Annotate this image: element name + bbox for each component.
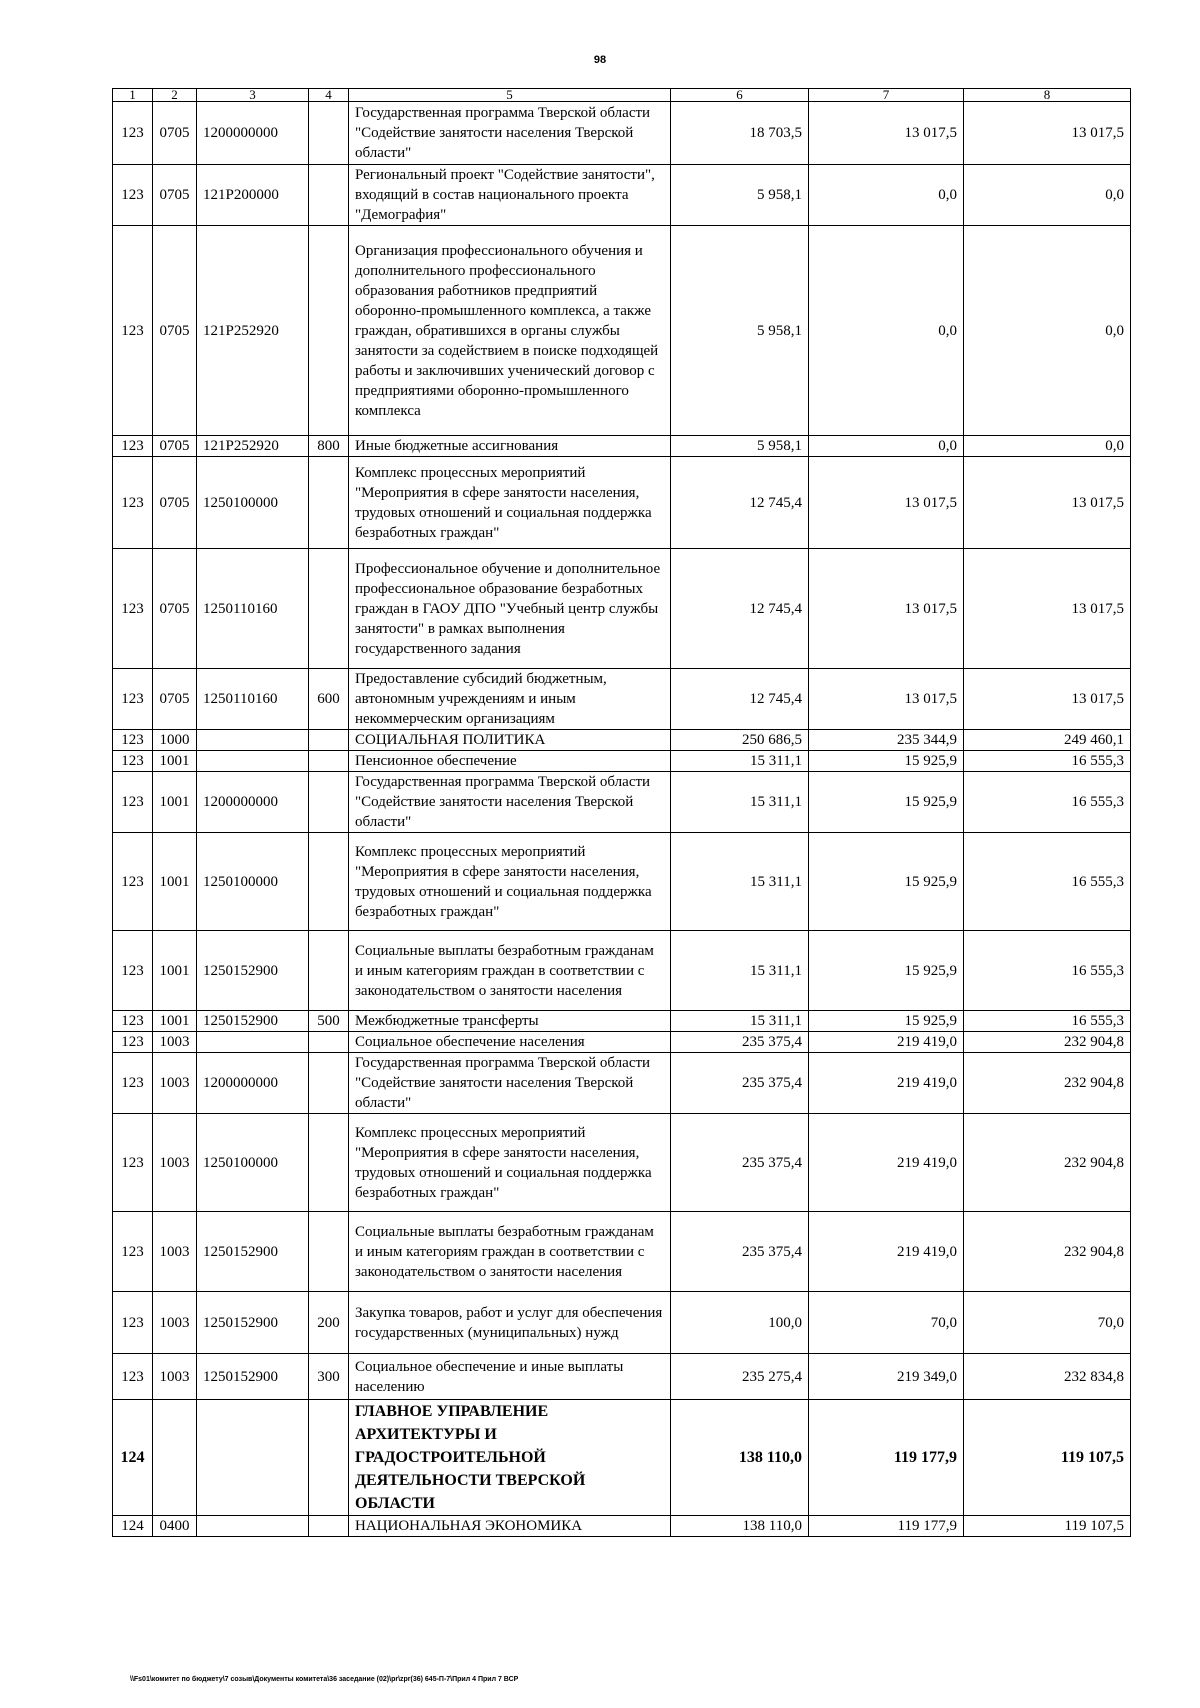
amount-col7-cell: 0,0 bbox=[809, 226, 964, 436]
amount-col8-cell: 0,0 bbox=[964, 436, 1131, 457]
org-code-cell: 123 bbox=[113, 931, 153, 1011]
target-article-cell: 1250152900 bbox=[197, 1354, 309, 1400]
column-number-header bbox=[113, 89, 1131, 102]
amount-col7-cell: 0,0 bbox=[809, 165, 964, 226]
amount-col8-cell: 13 017,5 bbox=[964, 549, 1131, 669]
expense-type-cell bbox=[309, 751, 349, 772]
amount-col6-cell: 5 958,1 bbox=[671, 165, 809, 226]
item-name-cell: Социальные выплаты безработным гражданам и иным категориям граждан в соответствии с законодательством о занятости населения bbox=[349, 1212, 671, 1292]
table-row bbox=[113, 102, 1131, 165]
table-row bbox=[113, 1354, 1131, 1400]
org-code-cell: 123 bbox=[113, 102, 153, 165]
item-name-cell: Комплекс процессных мероприятий "Мероприятия в сфере занятости населения, трудовых отношений и социальная поддержка безработных граждан" bbox=[349, 457, 671, 549]
target-article-cell: 1250152900 bbox=[197, 1011, 309, 1032]
table-row bbox=[113, 1292, 1131, 1354]
amount-col6-cell: 138 110,0 bbox=[671, 1400, 809, 1516]
item-name-cell: Комплекс процессных мероприятий "Мероприятия в сфере занятости населения, трудовых отношений и социальная поддержка безработных граждан" bbox=[349, 833, 671, 931]
amount-col6-cell: 138 110,0 bbox=[671, 1516, 809, 1537]
item-name-cell: Государственная программа Тверской области "Содействие занятости населения Тверской области" bbox=[349, 102, 671, 165]
table-row bbox=[113, 165, 1131, 226]
amount-col6-cell: 12 745,4 bbox=[671, 549, 809, 669]
amount-col8-cell: 13 017,5 bbox=[964, 457, 1131, 549]
expense-type-cell: 800 bbox=[309, 436, 349, 457]
section-code-cell: 1001 bbox=[153, 751, 197, 772]
target-article-cell: 1200000000 bbox=[197, 1053, 309, 1114]
amount-col6-cell: 15 311,1 bbox=[671, 1011, 809, 1032]
org-code-cell: 123 bbox=[113, 669, 153, 730]
amount-col8-cell: 13 017,5 bbox=[964, 669, 1131, 730]
expense-type-cell: 200 bbox=[309, 1292, 349, 1354]
target-article-cell: 1200000000 bbox=[197, 772, 309, 833]
item-name-cell: Предоставление субсидий бюджетным, автономным учреждениям и иным некоммерческим организациям bbox=[349, 669, 671, 730]
org-code-cell: 123 bbox=[113, 1114, 153, 1212]
expense-type-cell bbox=[309, 457, 349, 549]
table-row bbox=[113, 1212, 1131, 1292]
section-code-cell: 1003 bbox=[153, 1114, 197, 1212]
amount-col8-cell: 119 107,5 bbox=[964, 1400, 1131, 1516]
amount-col7-cell: 15 925,9 bbox=[809, 931, 964, 1011]
amount-col7-cell: 15 925,9 bbox=[809, 751, 964, 772]
expense-type-cell: 300 bbox=[309, 1354, 349, 1400]
amount-col8-cell: 13 017,5 bbox=[964, 102, 1131, 165]
amount-col7-cell: 219 419,0 bbox=[809, 1053, 964, 1114]
file-path-footer: \\Fs01\комитет по бюджету\7 созыв\Документы комитета\36 заседание (02)\pr\zpr(36) 645-П-7\Прил 4 Прил 7 ВСР bbox=[130, 1676, 519, 1683]
item-name-cell: Иные бюджетные ассигнования bbox=[349, 436, 671, 457]
table-row bbox=[113, 549, 1131, 669]
item-name-cell: Организация профессионального обучения и дополнительного профессионального образования работников предприятий оборонно-промышленного комплекса, а также граждан, обратившихся в органы службы занятости за содействием в поиске подходящей работы и заключивших ученический договор с предприятиями оборонно-промышленного комплекса bbox=[349, 226, 671, 436]
amount-col6-cell: 235 375,4 bbox=[671, 1114, 809, 1212]
expense-type-cell bbox=[309, 1114, 349, 1212]
amount-col8-cell: 232 904,8 bbox=[964, 1053, 1131, 1114]
table-row bbox=[113, 1516, 1131, 1537]
expense-type-cell bbox=[309, 1053, 349, 1114]
expense-type-cell bbox=[309, 1212, 349, 1292]
section-code-cell: 0705 bbox=[153, 669, 197, 730]
org-code-cell: 123 bbox=[113, 833, 153, 931]
item-name-cell: Социальные выплаты безработным гражданам и иным категориям граждан в соответствии с законодательством о занятости населения bbox=[349, 931, 671, 1011]
amount-col8-cell: 249 460,1 bbox=[964, 730, 1131, 751]
target-article-cell bbox=[197, 730, 309, 751]
section-code-cell: 0705 bbox=[153, 165, 197, 226]
amount-col7-cell: 15 925,9 bbox=[809, 1011, 964, 1032]
target-article-cell bbox=[197, 1516, 309, 1537]
section-code-cell bbox=[153, 1400, 197, 1516]
table-row bbox=[113, 669, 1131, 730]
amount-col8-cell: 232 904,8 bbox=[964, 1212, 1131, 1292]
column-header-1: 1 bbox=[113, 89, 153, 102]
expense-type-cell: 500 bbox=[309, 1011, 349, 1032]
expense-type-cell bbox=[309, 1032, 349, 1053]
section-code-cell: 0705 bbox=[153, 436, 197, 457]
amount-col6-cell: 235 375,4 bbox=[671, 1053, 809, 1114]
section-code-cell: 1003 bbox=[153, 1212, 197, 1292]
expense-type-cell bbox=[309, 1516, 349, 1537]
amount-col7-cell: 15 925,9 bbox=[809, 833, 964, 931]
section-code-cell: 1001 bbox=[153, 833, 197, 931]
target-article-cell: 1250152900 bbox=[197, 1212, 309, 1292]
org-code-cell: 123 bbox=[113, 730, 153, 751]
amount-col7-cell: 13 017,5 bbox=[809, 549, 964, 669]
amount-col6-cell: 235 275,4 bbox=[671, 1354, 809, 1400]
section-code-cell: 1003 bbox=[153, 1292, 197, 1354]
section-code-cell: 1001 bbox=[153, 1011, 197, 1032]
amount-col7-cell: 219 419,0 bbox=[809, 1114, 964, 1212]
amount-col8-cell: 16 555,3 bbox=[964, 1011, 1131, 1032]
budget-allocation-table bbox=[112, 88, 1131, 1537]
org-code-cell: 123 bbox=[113, 165, 153, 226]
target-article-cell: 1250100000 bbox=[197, 833, 309, 931]
amount-col7-cell: 219 349,0 bbox=[809, 1354, 964, 1400]
amount-col6-cell: 15 311,1 bbox=[671, 833, 809, 931]
amount-col6-cell: 15 311,1 bbox=[671, 772, 809, 833]
amount-col8-cell: 16 555,3 bbox=[964, 772, 1131, 833]
expense-type-cell bbox=[309, 165, 349, 226]
expense-type-cell bbox=[309, 730, 349, 751]
item-name-cell: Межбюджетные трансферты bbox=[349, 1011, 671, 1032]
table-body bbox=[113, 102, 1131, 1537]
table-row bbox=[113, 1053, 1131, 1114]
expense-type-cell bbox=[309, 833, 349, 931]
item-name-cell: СОЦИАЛЬНАЯ ПОЛИТИКА bbox=[349, 730, 671, 751]
expense-type-cell bbox=[309, 1400, 349, 1516]
org-code-cell: 123 bbox=[113, 1053, 153, 1114]
expense-type-cell bbox=[309, 226, 349, 436]
amount-col6-cell: 100,0 bbox=[671, 1292, 809, 1354]
org-code-cell: 123 bbox=[113, 1032, 153, 1053]
target-article-cell: 1200000000 bbox=[197, 102, 309, 165]
target-article-cell: 1250152900 bbox=[197, 931, 309, 1011]
amount-col6-cell: 235 375,4 bbox=[671, 1032, 809, 1053]
amount-col6-cell: 15 311,1 bbox=[671, 751, 809, 772]
table-row bbox=[113, 931, 1131, 1011]
item-name-cell: Пенсионное обеспечение bbox=[349, 751, 671, 772]
amount-col7-cell: 15 925,9 bbox=[809, 772, 964, 833]
expense-type-cell bbox=[309, 549, 349, 669]
table-row bbox=[113, 1400, 1131, 1516]
column-header-4: 4 bbox=[309, 89, 349, 102]
target-article-cell: 1250152900 bbox=[197, 1292, 309, 1354]
table-row bbox=[113, 730, 1131, 751]
amount-col6-cell: 235 375,4 bbox=[671, 1212, 809, 1292]
table-row bbox=[113, 436, 1131, 457]
expense-type-cell bbox=[309, 102, 349, 165]
org-code-cell: 123 bbox=[113, 751, 153, 772]
table-row bbox=[113, 457, 1131, 549]
org-code-cell: 123 bbox=[113, 1354, 153, 1400]
section-code-cell: 1003 bbox=[153, 1354, 197, 1400]
section-code-cell: 0705 bbox=[153, 549, 197, 669]
column-header-8: 8 bbox=[964, 89, 1131, 102]
amount-col8-cell: 16 555,3 bbox=[964, 931, 1131, 1011]
amount-col6-cell: 5 958,1 bbox=[671, 226, 809, 436]
target-article-cell: 1250100000 bbox=[197, 457, 309, 549]
item-name-cell: Комплекс процессных мероприятий "Мероприятия в сфере занятости населения, трудовых отношений и социальная поддержка безработных граждан" bbox=[349, 1114, 671, 1212]
amount-col7-cell: 0,0 bbox=[809, 436, 964, 457]
target-article-cell bbox=[197, 751, 309, 772]
item-name-cell: Региональный проект "Содействие занятости", входящий в состав национального проекта "Демография" bbox=[349, 165, 671, 226]
amount-col6-cell: 12 745,4 bbox=[671, 457, 809, 549]
expense-type-cell: 600 bbox=[309, 669, 349, 730]
amount-col8-cell: 16 555,3 bbox=[964, 751, 1131, 772]
target-article-cell: 121Р252920 bbox=[197, 436, 309, 457]
amount-col6-cell: 5 958,1 bbox=[671, 436, 809, 457]
amount-col7-cell: 119 177,9 bbox=[809, 1516, 964, 1537]
amount-col8-cell: 232 904,8 bbox=[964, 1114, 1131, 1212]
table-row bbox=[113, 772, 1131, 833]
target-article-cell: 1250110160 bbox=[197, 669, 309, 730]
org-code-cell: 123 bbox=[113, 1212, 153, 1292]
amount-col8-cell: 232 834,8 bbox=[964, 1354, 1131, 1400]
item-name-cell: Закупка товаров, работ и услуг для обеспечения государственных (муниципальных) нужд bbox=[349, 1292, 671, 1354]
amount-col6-cell: 15 311,1 bbox=[671, 931, 809, 1011]
amount-col6-cell: 250 686,5 bbox=[671, 730, 809, 751]
amount-col7-cell: 70,0 bbox=[809, 1292, 964, 1354]
section-code-cell: 0705 bbox=[153, 457, 197, 549]
target-article-cell: 1250100000 bbox=[197, 1114, 309, 1212]
column-header-6: 6 bbox=[671, 89, 809, 102]
org-code-cell: 123 bbox=[113, 226, 153, 436]
table-row bbox=[113, 751, 1131, 772]
header-row bbox=[113, 89, 1131, 102]
org-code-cell: 123 bbox=[113, 1011, 153, 1032]
section-code-cell: 1001 bbox=[153, 931, 197, 1011]
amount-col8-cell: 232 904,8 bbox=[964, 1032, 1131, 1053]
amount-col7-cell: 13 017,5 bbox=[809, 669, 964, 730]
table-row bbox=[113, 1011, 1131, 1032]
column-header-3: 3 bbox=[197, 89, 309, 102]
section-code-cell: 1003 bbox=[153, 1053, 197, 1114]
item-name-cell: Государственная программа Тверской области "Содействие занятости населения Тверской области" bbox=[349, 1053, 671, 1114]
org-code-cell: 123 bbox=[113, 436, 153, 457]
item-name-cell: Социальное обеспечение населения bbox=[349, 1032, 671, 1053]
item-name-cell: Социальное обеспечение и иные выплаты населению bbox=[349, 1354, 671, 1400]
section-code-cell: 1000 bbox=[153, 730, 197, 751]
column-header-5: 5 bbox=[349, 89, 671, 102]
amount-col7-cell: 13 017,5 bbox=[809, 102, 964, 165]
amount-col7-cell: 219 419,0 bbox=[809, 1032, 964, 1053]
page-number: 98 bbox=[593, 54, 607, 66]
table-row bbox=[113, 1114, 1131, 1212]
amount-col8-cell: 0,0 bbox=[964, 226, 1131, 436]
amount-col8-cell: 16 555,3 bbox=[964, 833, 1131, 931]
table-row bbox=[113, 833, 1131, 931]
expense-type-cell bbox=[309, 772, 349, 833]
amount-col7-cell: 219 419,0 bbox=[809, 1212, 964, 1292]
section-code-cell: 1001 bbox=[153, 772, 197, 833]
amount-col7-cell: 119 177,9 bbox=[809, 1400, 964, 1516]
org-code-cell: 123 bbox=[113, 549, 153, 669]
table-row bbox=[113, 226, 1131, 436]
expense-type-cell bbox=[309, 931, 349, 1011]
target-article-cell bbox=[197, 1032, 309, 1053]
item-name-cell: Профессиональное обучение и дополнительное профессиональное образование безработных граждан в ГАОУ ДПО "Учебный центр службы занятости" в рамках выполнения государственного задания bbox=[349, 549, 671, 669]
target-article-cell bbox=[197, 1400, 309, 1516]
section-code-cell: 0400 bbox=[153, 1516, 197, 1537]
org-code-cell: 123 bbox=[113, 772, 153, 833]
amount-col7-cell: 235 344,9 bbox=[809, 730, 964, 751]
amount-col8-cell: 0,0 bbox=[964, 165, 1131, 226]
item-name-cell: ГЛАВНОЕ УПРАВЛЕНИЕ АРХИТЕКТУРЫ И ГРАДОСТРОИТЕЛЬНОЙ ДЕЯТЕЛЬНОСТИ ТВЕРСКОЙ ОБЛАСТИ bbox=[349, 1400, 671, 1516]
column-header-7: 7 bbox=[809, 89, 964, 102]
amount-col8-cell: 70,0 bbox=[964, 1292, 1131, 1354]
target-article-cell: 121Р252920 bbox=[197, 226, 309, 436]
item-name-cell: Государственная программа Тверской области "Содействие занятости населения Тверской области" bbox=[349, 772, 671, 833]
org-code-cell: 124 bbox=[113, 1400, 153, 1516]
org-code-cell: 123 bbox=[113, 457, 153, 549]
section-code-cell: 0705 bbox=[153, 102, 197, 165]
column-header-2: 2 bbox=[153, 89, 197, 102]
target-article-cell: 1250110160 bbox=[197, 549, 309, 669]
amount-col6-cell: 12 745,4 bbox=[671, 669, 809, 730]
target-article-cell: 121Р200000 bbox=[197, 165, 309, 226]
amount-col7-cell: 13 017,5 bbox=[809, 457, 964, 549]
org-code-cell: 124 bbox=[113, 1516, 153, 1537]
amount-col8-cell: 119 107,5 bbox=[964, 1516, 1131, 1537]
org-code-cell: 123 bbox=[113, 1292, 153, 1354]
table-row bbox=[113, 1032, 1131, 1053]
amount-col6-cell: 18 703,5 bbox=[671, 102, 809, 165]
item-name-cell: НАЦИОНАЛЬНАЯ ЭКОНОМИКА bbox=[349, 1516, 671, 1537]
section-code-cell: 1003 bbox=[153, 1032, 197, 1053]
section-code-cell: 0705 bbox=[153, 226, 197, 436]
